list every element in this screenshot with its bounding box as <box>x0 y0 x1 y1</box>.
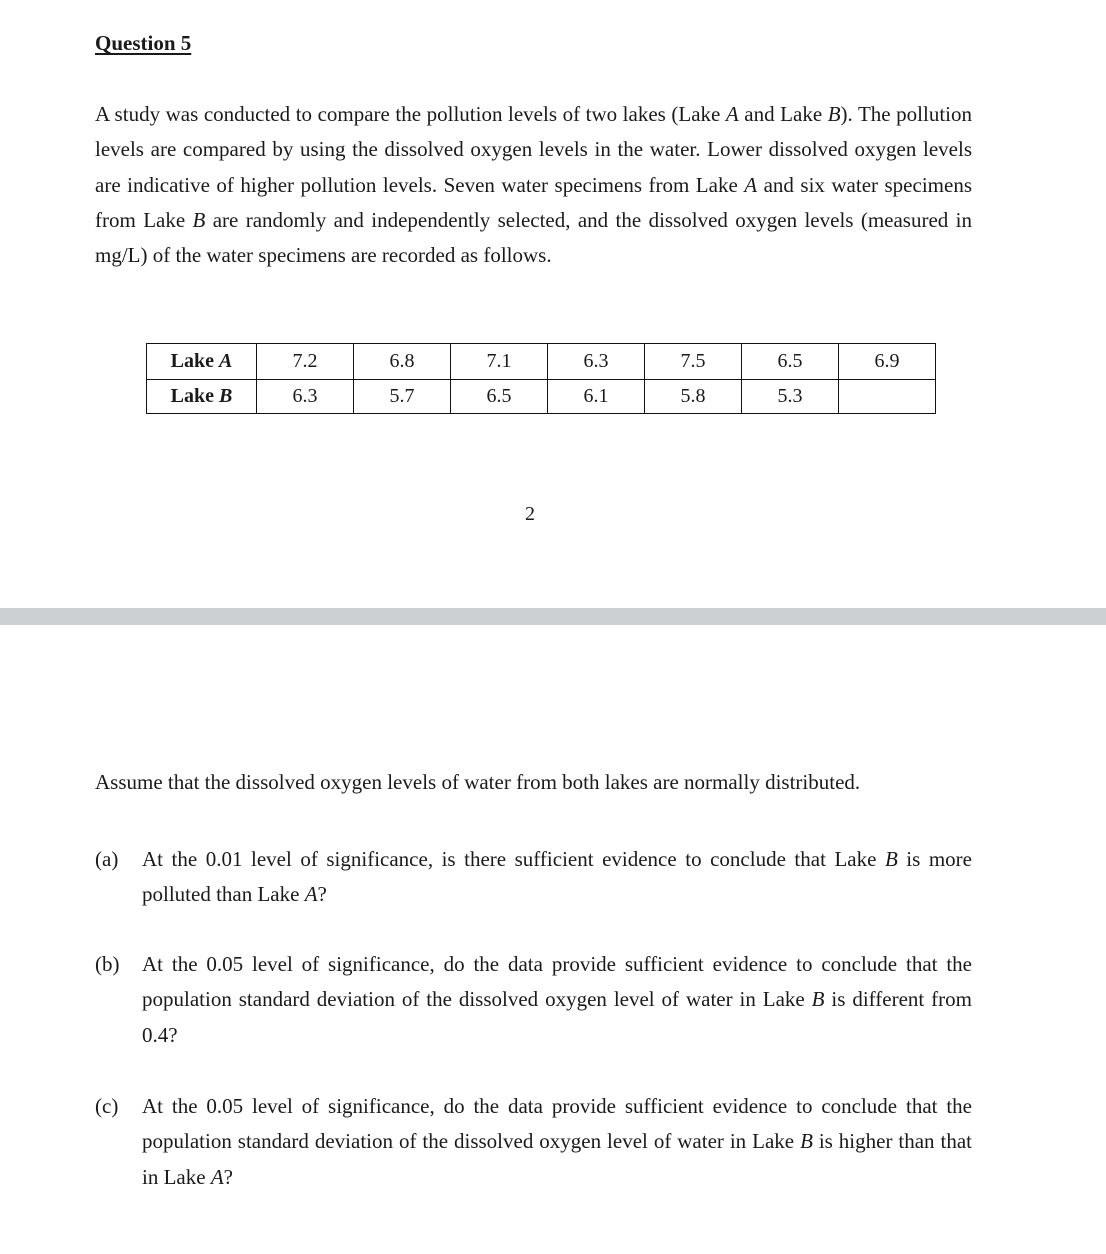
table-cell: 6.5 <box>742 344 839 380</box>
intro-text: ). The pollution levels are compared by using the dissolved oxygen levels in the water. Lower dissolved oxygen levels are indicative of higher pollution levels. Seven water specimens from Lake <box>95 102 972 197</box>
row-header-lake-b: Lake B <box>147 380 257 414</box>
intro-text: and Lake <box>738 102 828 126</box>
table-cell: 6.3 <box>257 380 354 414</box>
part-b <box>95 947 972 1053</box>
page-2 <box>0 625 1106 1254</box>
table-cell: 6.8 <box>354 344 451 380</box>
table-cell: 6.1 <box>548 380 645 414</box>
intro-text: are randomly and independently selected, and the dissolved oxygen levels (measured in mg/L) of the water specimens are recorded as follows. <box>95 207 972 268</box>
assumption-text: Assume that the dissolved oxygen levels of water from both lakes are normally distributed. <box>95 770 861 794</box>
table-cell: 7.5 <box>645 344 742 380</box>
table-cell: 6.9 <box>839 344 936 380</box>
row-header-lake-a: Lake A <box>147 344 257 380</box>
table-row-lake-b <box>147 380 936 414</box>
table-row-lake-a <box>147 344 936 380</box>
part-text: At the 0.05 level of significance, do the data provide sufficient evidence to conclude that the population standard deviation of the dissolved oxygen level of water in Lake B is higher than that in Lake A? <box>142 1094 972 1189</box>
part-text: At the 0.05 level of significance, do the data provide sufficient evidence to conclude that the population standard deviation of the dissolved oxygen level of water in Lake B is different from 0.4? <box>142 952 972 1047</box>
intro-paragraph <box>95 97 972 273</box>
part-label: (b) <box>95 952 120 976</box>
table-cell: 7.1 <box>451 344 548 380</box>
table-cell: 5.7 <box>354 380 451 414</box>
page-1 <box>0 0 1106 608</box>
page-separator <box>0 608 1106 625</box>
table-cell: 7.2 <box>257 344 354 380</box>
part-label: (c) <box>95 1094 119 1118</box>
intro-var: B <box>192 207 206 232</box>
page-number: 2 <box>525 503 535 525</box>
intro-text: and six water specimens from Lake <box>95 172 972 232</box>
part-c <box>95 1089 972 1195</box>
intro-var: B <box>827 102 841 126</box>
intro-text: A study was conducted to compare the pollution levels of two lakes (Lake <box>95 102 726 126</box>
table-cell: 6.5 <box>451 380 548 414</box>
part-a <box>95 842 972 913</box>
table-cell-empty <box>839 380 936 414</box>
table-cell: 5.8 <box>645 380 742 414</box>
part-label: (a) <box>95 847 119 871</box>
part-text: At the 0.01 level of significance, is there sufficient evidence to conclude that Lake B is more polluted than Lake A? <box>142 847 972 907</box>
table-cell: 5.3 <box>742 380 839 414</box>
question-title: Question 5 <box>95 31 192 55</box>
intro-var: A <box>744 172 758 197</box>
intro-var: A <box>725 102 739 126</box>
oxygen-levels-table <box>146 343 936 414</box>
table-cell: 6.3 <box>548 344 645 380</box>
